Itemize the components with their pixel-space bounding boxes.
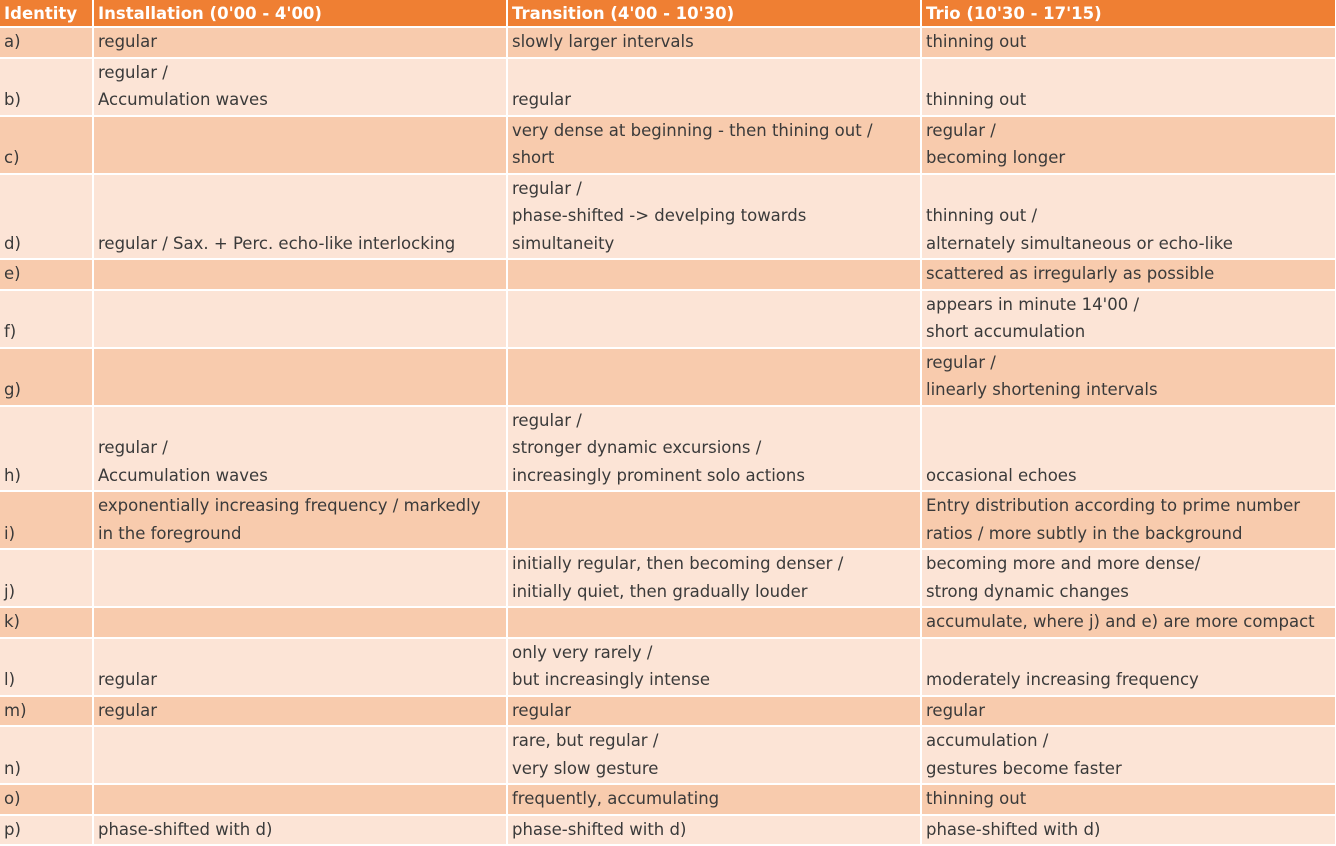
table-row [0,607,1336,638]
cell-trio: scattered as irregularly as possible [921,259,1336,290]
table-row [0,116,1336,174]
cell-trio: thinning out [921,58,1336,116]
cell-identity: a) [0,27,93,58]
table-row [0,815,1336,846]
cell-trio: Entry distribution according to prime number ratios / more subtly in the background [921,491,1336,549]
cell-trio: accumulate, where j) and e) are more compact [921,607,1336,638]
table-row [0,27,1336,58]
table-body [0,27,1336,845]
cell-installation [93,259,507,290]
cell-identity: f) [0,290,93,348]
cell-identity: b) [0,58,93,116]
cell-identity: e) [0,259,93,290]
header-trio: Trio (10'30 - 17'15) [921,0,1336,27]
cell-transition: regular [507,58,921,116]
table-row [0,58,1336,116]
cell-identity: g) [0,348,93,406]
cell-transition: regular [507,696,921,727]
cell-installation: regular / Sax. + Perc. echo-like interlocking [93,174,507,260]
cell-installation [93,549,507,607]
header-transition: Transition (4'00 - 10'30) [507,0,921,27]
table-row [0,696,1336,727]
cell-trio: moderately increasing frequency [921,638,1336,696]
table-row [0,348,1336,406]
cell-identity: l) [0,638,93,696]
cell-installation: regular / Accumulation waves [93,58,507,116]
cell-installation: phase-shifted with d) [93,815,507,846]
cell-identity: c) [0,116,93,174]
cell-transition: regular / phase-shifted -> develping towards simultaneity [507,174,921,260]
cell-identity: p) [0,815,93,846]
cell-transition: initially regular, then becoming denser / initially quiet, then gradually louder [507,549,921,607]
cell-identity: h) [0,406,93,492]
cell-installation: regular [93,696,507,727]
cell-identity: k) [0,607,93,638]
cell-trio: regular / becoming longer [921,116,1336,174]
header-installation: Installation (0'00 - 4'00) [93,0,507,27]
cell-identity: o) [0,784,93,815]
cell-trio: regular / linearly shortening intervals [921,348,1336,406]
cell-installation [93,290,507,348]
table-row [0,784,1336,815]
cell-trio: thinning out / alternately simultaneous or echo-like [921,174,1336,260]
header-row [0,0,1336,27]
table-row [0,290,1336,348]
cell-trio: regular [921,696,1336,727]
cell-transition: rare, but regular / very slow gesture [507,726,921,784]
cell-transition [507,491,921,549]
table-row [0,406,1336,492]
cell-transition: frequently, accumulating [507,784,921,815]
cell-transition: regular / stronger dynamic excursions / increasingly prominent solo actions [507,406,921,492]
cell-installation: regular / Accumulation waves [93,406,507,492]
table-row [0,491,1336,549]
table-row [0,549,1336,607]
cell-identity: j) [0,549,93,607]
cell-identity: m) [0,696,93,727]
cell-installation: regular [93,27,507,58]
cell-installation [93,348,507,406]
cell-trio: thinning out [921,27,1336,58]
cell-identity: n) [0,726,93,784]
cell-transition: only very rarely / but increasingly intense [507,638,921,696]
cell-installation [93,726,507,784]
cell-transition [507,348,921,406]
cell-installation: regular [93,638,507,696]
cell-trio: phase-shifted with d) [921,815,1336,846]
cell-transition [507,607,921,638]
table-row [0,726,1336,784]
cell-installation [93,784,507,815]
cell-installation: exponentially increasing frequency / markedly in the foreground [93,491,507,549]
cell-identity: d) [0,174,93,260]
cell-transition [507,290,921,348]
cell-trio: becoming more and more dense/ strong dynamic changes [921,549,1336,607]
cell-transition: slowly larger intervals [507,27,921,58]
table-row [0,638,1336,696]
table-row [0,174,1336,260]
cell-installation [93,607,507,638]
cell-transition: very dense at beginning - then thining out / short [507,116,921,174]
header-identity: Identity [0,0,93,27]
cell-installation [93,116,507,174]
cell-transition [507,259,921,290]
cell-trio: thinning out [921,784,1336,815]
cell-trio: accumulation / gestures become faster [921,726,1336,784]
cell-trio: appears in minute 14'00 / short accumulation [921,290,1336,348]
cell-identity: i) [0,491,93,549]
table-row [0,259,1336,290]
cell-transition: phase-shifted with d) [507,815,921,846]
cell-trio: occasional echoes [921,406,1336,492]
